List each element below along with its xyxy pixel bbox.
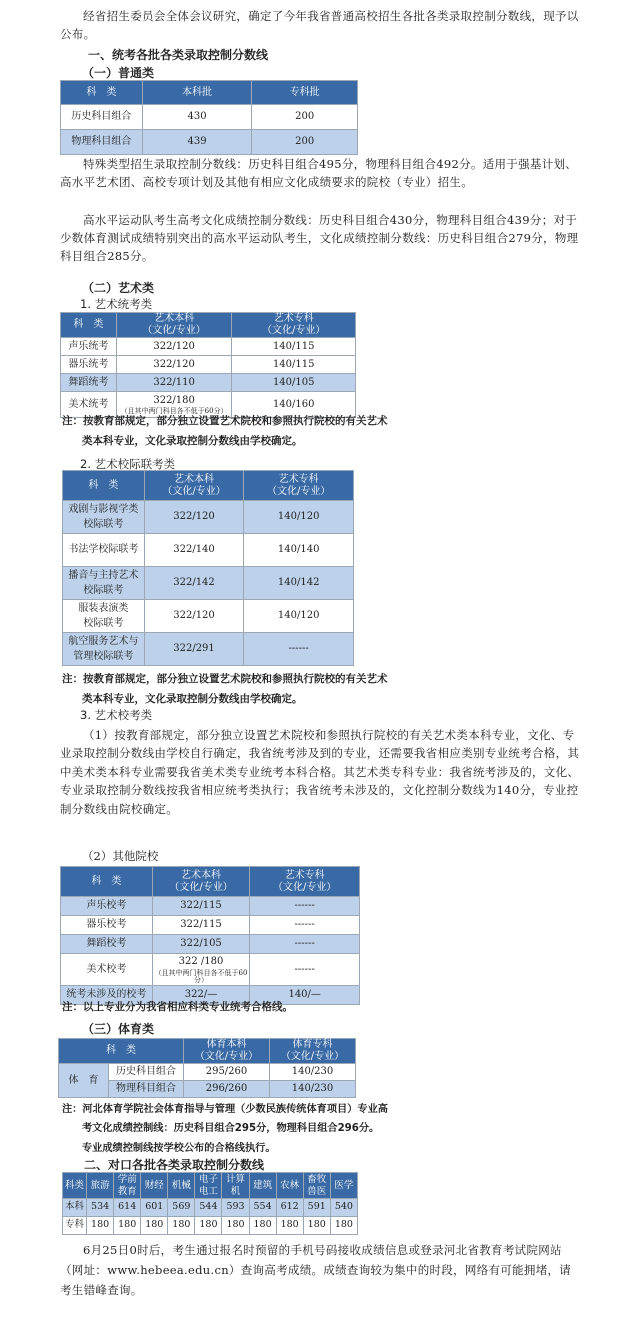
table-row — [61, 105, 358, 130]
table-cell: 物理科目组合 — [109, 1081, 184, 1098]
table-cell: 180 — [222, 1217, 249, 1235]
table-cell: 140/120 — [244, 501, 354, 534]
table-header: 科 类 — [61, 313, 117, 338]
table-cell: 540 — [330, 1199, 357, 1217]
table-cell — [152, 954, 250, 986]
table-cell: 声乐统考 — [61, 338, 117, 356]
table-cell: 601 — [141, 1199, 168, 1217]
table-cell: 物理科目组合 — [61, 130, 143, 155]
note-line: 专业成绩控制线按学校公布的合格线执行。 — [82, 1142, 276, 1154]
table-cell: 戏剧与影视学类 校际联考 — [63, 501, 145, 534]
table-header: 艺术专科 （文化/专业） — [244, 471, 354, 501]
table-cell: 200 — [252, 105, 358, 130]
table-cell: 296/260 — [184, 1081, 270, 1098]
table-cell: ------ — [250, 897, 360, 916]
table-cell: 声乐校考 — [61, 897, 153, 916]
table-cell: 专科 — [63, 1217, 87, 1235]
table-cell: 322/120 — [144, 501, 244, 534]
note-1 — [62, 412, 582, 452]
table-cell: 322/120 — [116, 338, 232, 356]
table-cell: 180 — [276, 1217, 303, 1235]
table-cell: 140/105 — [232, 374, 356, 392]
table-cell: 140/230 — [270, 1064, 356, 1081]
table-cell: 140/230 — [270, 1081, 356, 1098]
vocational-table — [62, 1172, 358, 1235]
table-cell: 569 — [168, 1199, 195, 1217]
table-cell: 140/115 — [232, 338, 356, 356]
table-header: 科类 — [63, 1173, 87, 1199]
table-header: 畜牧 兽医 — [303, 1173, 330, 1199]
table-cell: 322/110 — [116, 374, 232, 392]
table-header: 艺术本科 （文化/专业） — [116, 313, 232, 338]
table-cell: 322/140 — [144, 534, 244, 567]
table-cell: 614 — [114, 1199, 141, 1217]
table-cell: 534 — [87, 1199, 114, 1217]
table-cell: 140/160 — [232, 392, 356, 418]
note-2 — [62, 670, 582, 710]
table-header: 计算 机 — [222, 1173, 249, 1199]
art-school-exam-title: 3. 艺术校考类 — [80, 708, 153, 722]
table-row — [63, 1217, 358, 1235]
table-header: 艺术专科 （文化/专业） — [232, 313, 356, 338]
table-cell: 140/142 — [244, 567, 354, 600]
general-score-table — [60, 80, 358, 155]
table-cell: 180 — [141, 1217, 168, 1235]
table-header: 艺术本科 （文化/专业） — [152, 867, 250, 897]
table-cell: 服装表演类 校际联考 — [63, 600, 145, 633]
table-cell: 200 — [252, 130, 358, 155]
table-header: 科 类 — [61, 81, 143, 105]
table-cell: 295/260 — [184, 1064, 270, 1081]
table-cell: 器乐统考 — [61, 356, 117, 374]
table-cell: 舞蹈校考 — [61, 935, 153, 954]
table-header: 科 类 — [59, 1039, 184, 1064]
score-value: 322 /180 — [178, 956, 224, 967]
table-cell: 历史科目组合 — [109, 1064, 184, 1081]
table-row — [61, 916, 360, 935]
table-row — [61, 356, 356, 374]
table-cell: 322/105 — [152, 935, 250, 954]
table-header: 农林 — [276, 1173, 303, 1199]
table-header: 艺术专科 （文化/专业） — [250, 867, 360, 897]
table-row — [63, 600, 354, 633]
table-cell: 航空服务艺术与 管理校际联考 — [63, 633, 145, 666]
table-cell: ------ — [250, 935, 360, 954]
table-cell: 180 — [114, 1217, 141, 1235]
table-cell: 322/142 — [144, 567, 244, 600]
table-header: 科 类 — [61, 867, 153, 897]
table-row — [63, 501, 354, 534]
table-header: 学前 教育 — [114, 1173, 141, 1199]
table-row — [61, 935, 360, 954]
sports-table — [58, 1038, 356, 1098]
note-3: 注：以上专业分为我省相应科类专业统考合格线。 — [62, 1001, 293, 1013]
table-cell: 体 育 — [59, 1064, 109, 1098]
note-line: 注：按教育部规定，部分独立设置艺术院校和参照执行院校的有关艺术 — [62, 415, 388, 427]
table-row — [61, 130, 358, 155]
table-cell: 439 — [142, 130, 252, 155]
art-school-exam-paragraph: （1）按教育部规定，部分独立设置艺术院校和参照执行院校的有关艺术类本科专业，文化、专业录取控制分数线由学校自行确定，我省统考涉及到的专业，还需要我省相应类别专业统考合格，其中美术类本科专业需要我省美术类专业统考本科合格。其艺术类专科专业：我省统考涉及的，文化、专业录取控制分数线按我省相应统考类执行；我省统考未涉及的，文化控制分数线为140分，专业控制分数线由院校确定。 — [60, 728, 580, 816]
table-cell: 历史科目组合 — [61, 105, 143, 130]
closing-paragraph: 6月25日0时后，考生通过报名时预留的手机号码接收成绩信息或登录河北省教育考试院网站（网址：www.hebeea.edu.cn）查询高考成绩。成绩查询较为集中的时段，网络有可能拥堵，请考生错峰查询。 — [60, 1243, 572, 1298]
table-row — [61, 374, 356, 392]
table-cell: 180 — [249, 1217, 276, 1235]
table-cell: 舞蹈统考 — [61, 374, 117, 392]
table-cell: 180 — [168, 1217, 195, 1235]
table-cell: 591 — [303, 1199, 330, 1217]
table-cell: 器乐校考 — [61, 916, 153, 935]
subsection-general-title: （一）普通类 — [82, 66, 155, 80]
art-school-table — [60, 866, 360, 1005]
art-unified-table — [60, 312, 356, 418]
table-cell: 612 — [276, 1199, 303, 1217]
table-header: 建筑 — [249, 1173, 276, 1199]
table-header: 艺术本科 （文化/专业） — [144, 471, 244, 501]
table-cell: 322/291 — [144, 633, 244, 666]
subsection-art-title: （二）艺术类 — [82, 281, 155, 295]
table-row — [63, 633, 354, 666]
table-header: 体育本科 （文化/专业） — [184, 1039, 270, 1064]
table-cell: 322/115 — [152, 897, 250, 916]
art-joint-title: 2. 艺术校际联考类 — [80, 457, 176, 471]
intro-paragraph: 经省招生委员会全体会议研究，确定了今年我省普通高校招生各批各类录取控制分数线，现予以公布。 — [60, 9, 579, 41]
table-cell: 美术统考 — [61, 392, 117, 418]
table-cell: 180 — [303, 1217, 330, 1235]
table-cell: 140/120 — [244, 600, 354, 633]
table-cell: 140/115 — [232, 356, 356, 374]
table-cell: 美术校考 — [61, 954, 153, 986]
sports-team-paragraph: 高水平运动队考生高考文化成绩控制分数线：历史科目组合430分，物理科目组合439分；对于少数体育测试成绩特别突出的高水平运动队考生，文化成绩控制分数线：历史科目组合279分，物理科目组合285分。 — [60, 213, 579, 263]
table-header: 医学 — [330, 1173, 357, 1199]
table-header: 本科批 — [142, 81, 252, 105]
table-row — [61, 897, 360, 916]
note-line: 考文化成绩控制线：历史科目组合295分，物理科目组合296分。 — [82, 1123, 380, 1135]
art-unified-title: 1. 艺术统考类 — [80, 297, 153, 311]
fine-print-note: （且其中两门科目各不低于60分） — [154, 968, 248, 985]
table-cell: 322/— — [152, 985, 250, 1004]
table-row — [61, 338, 356, 356]
table-cell: 本科 — [63, 1199, 87, 1217]
subsection-sports-title: （三）体育类 — [82, 1022, 155, 1036]
section-2-title: 二、对口各批各类录取控制分数线 — [84, 1158, 265, 1172]
other-schools-label: （2）其他院校 — [82, 849, 159, 863]
table-header: 专科批 — [252, 81, 358, 105]
table-row — [63, 567, 354, 600]
table-cell: 统考未涉及的校考 — [61, 985, 153, 1004]
note-line: 类本科专业，文化录取控制分数线由学校确定。 — [82, 434, 303, 447]
note-4 — [62, 1100, 582, 1158]
table-cell: 322/120 — [144, 600, 244, 633]
table-cell: 140/140 — [244, 534, 354, 567]
table-row — [63, 1199, 358, 1217]
table-cell: 554 — [249, 1199, 276, 1217]
table-cell: ------ — [244, 633, 354, 666]
table-cell: ------ — [250, 916, 360, 935]
table-row — [59, 1064, 356, 1081]
special-type-paragraph: 特殊类型招生录取控制分数线：历史科目组合495分，物理科目组合492分。适用于强基计划、高水平艺术团、高校专项计划及其他有相应文化成绩要求的院校（专业）招生。 — [60, 157, 578, 189]
fine-print-note: （且其中两门科目各不低于60分） — [120, 407, 228, 416]
table-header: 财经 — [141, 1173, 168, 1199]
table-cell: 书法学校际联考 — [63, 534, 145, 567]
art-joint-table — [62, 470, 354, 666]
note-line: 注：按教育部规定，部分独立设置艺术院校和参照执行院校的有关艺术 — [62, 673, 388, 685]
table-header: 机械 — [168, 1173, 195, 1199]
table-cell: 544 — [195, 1199, 222, 1217]
table-cell: 322/115 — [152, 916, 250, 935]
score-value: 322/180 — [153, 394, 195, 406]
note-line: 类本科专业，文化录取控制分数线由学校确定。 — [82, 692, 303, 705]
table-header: 体育专科 （文化/专业） — [270, 1039, 356, 1064]
table-cell: 播音与主持艺术 校际联考 — [63, 567, 145, 600]
table-cell: 322/120 — [116, 356, 232, 374]
table-header: 科 类 — [63, 471, 145, 501]
table-header: 电子 电工 — [195, 1173, 222, 1199]
table-cell: 593 — [222, 1199, 249, 1217]
section-1-title: 一、统考各批各类录取控制分数线 — [88, 48, 269, 62]
table-cell: 180 — [87, 1217, 114, 1235]
note-line: 注：河北体育学院社会体育指导与管理（少数民族传统体育项目）专业高 — [62, 1104, 388, 1115]
table-cell: 140/— — [250, 985, 360, 1004]
table-cell: ------ — [250, 954, 360, 986]
table-header: 旅游 — [87, 1173, 114, 1199]
table-cell: 180 — [195, 1217, 222, 1235]
table-row — [63, 534, 354, 567]
table-row — [61, 954, 360, 986]
table-cell: 430 — [142, 105, 252, 130]
table-cell: 180 — [330, 1217, 357, 1235]
